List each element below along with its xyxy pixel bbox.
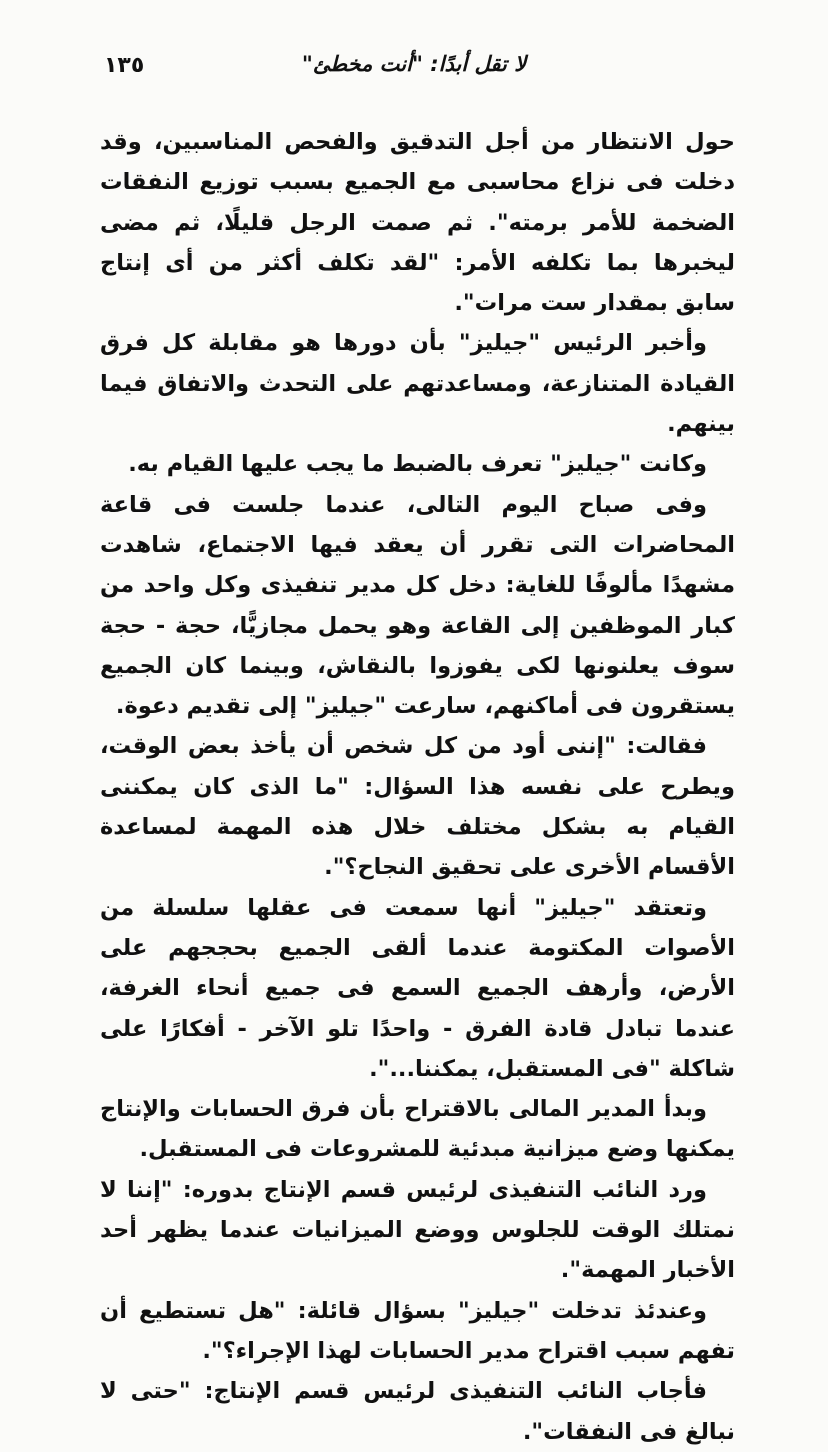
paragraph: وأخبر الرئيس "جيليز" بأن دورها هو مقابلة كل فرق القيادة المتنازعة، ومساعدتهم على التحدث والاتفاق فيما بينهم. <box>100 330 735 438</box>
paragraph: وعندئذ تدخلت "جيليز" بسؤال قائلة: "هل تستطيع أن تفهم سبب اقتراح مدير الحسابات لهذا الإجراء؟". <box>100 1297 735 1364</box>
body-text <box>100 122 735 1452</box>
paragraph: وتعتقد "جيليز" أنها سمعت فى عقلها سلسلة من الأصوات المكتومة عندما ألقى الجميع بحججهم على الأرض، وأرهف الجميع السمع فى جميع أنحاء الغرفة، عندما تبادل قادة الفرق - واحدًا تلو الآخر - أفكارًا على شاكلة "فى المستقبل، يمكننا...". <box>100 894 735 1082</box>
page-number: ١٣٥ <box>104 53 145 78</box>
paragraph: وبدأ المدير المالى بالاقتراح بأن فرق الحسابات والإنتاج يمكنها وضع ميزانية مبدئية للمشروعات فى المستقبل. <box>100 1096 735 1163</box>
paragraph: فأجاب النائب التنفيذى لرئيس قسم الإنتاج: "حتى لا نبالغ فى النفقات". <box>100 1378 735 1445</box>
running-title: لا تقل أبدًا: "أنت مخطئ" <box>301 52 527 76</box>
paragraph: وفى صباح اليوم التالى، عندما جلست فى قاعة المحاضرات التى تقرر أن يعقد فيها الاجتماع، شاهدت مشهدًا مألوفًا للغاية: دخل كل مدير تنفيذى وكل واحد من كبار الموظفين إلى القاعة وهو يحمل مجازيًّا، حجة - حجة سوف يعلنونها لكى يفوزوا بالنقاش، وبينما كان الجميع يستقرون فى أماكنهم، سارعت "جيليز" إلى تقديم دعوة. <box>100 491 735 720</box>
paragraph: وكانت "جيليز" تعرف بالضبط ما يجب عليها القيام به. <box>128 451 707 478</box>
paragraph: حول الانتظار من أجل التدقيق والفحص المناسبين، وقد دخلت فى نزاع محاسبى مع الجميع بسبب توزيع النفقات الضخمة للأمر برمته". ثم صمت الرجل قليلًا، ثم مضى ليخبرها بما تكلفه الأمر: "لقد تكلف أكثر من أى إنتاج سابق بمقدار ست مرات". <box>100 129 735 317</box>
paragraph: ورد النائب التنفيذى لرئيس قسم الإنتاج بدوره: "إننا لا نمتلك الوقت للجلوس ووضع الميزانيات عندما يظهر أحد الأخبار المهمة". <box>100 1176 735 1284</box>
paragraph: فقالت: "إننى أود من كل شخص أن يأخذ بعض الوقت، ويطرح على نفسه هذا السؤال: "ما الذى كان يمكننى القيام به بشكل مختلف خلال هذه المهمة لمساعدة الأقسام الأخرى على تحقيق النجاح؟". <box>100 733 735 881</box>
